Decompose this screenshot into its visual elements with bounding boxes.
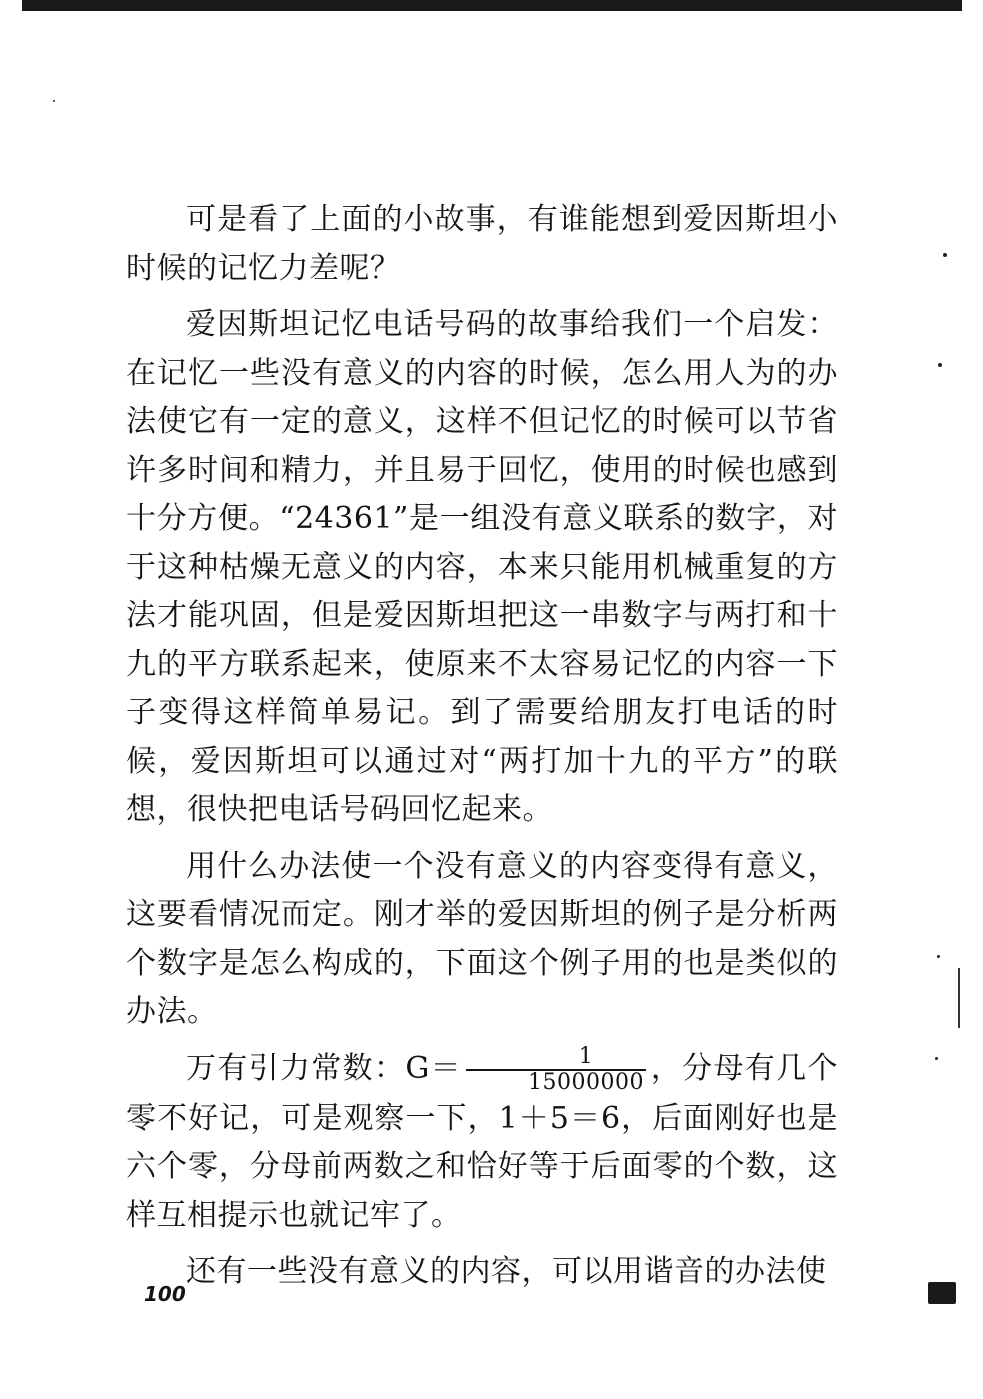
fraction-numerator: 1 xyxy=(466,1045,646,1071)
top-border-rule xyxy=(22,0,962,11)
scan-speck xyxy=(938,363,942,367)
formula-lead-text: 万有引力常数：G＝ xyxy=(186,1050,462,1086)
scan-speck xyxy=(935,1057,938,1060)
page-body xyxy=(126,196,838,1305)
scan-speck xyxy=(943,253,947,257)
paragraph-formula xyxy=(126,1045,838,1241)
corner-stamp-mark xyxy=(928,1282,956,1304)
paragraph-1: 可是看了上面的小故事，有谁能想到爱因斯坦小时候的记忆力差呢？ xyxy=(126,202,838,286)
formula-trail-text: ，分母有几个零不好记，可是观察一下，1＋5＝6，后面刚好也是六个零，分母前两数之和恰好等于后面零的个数，这样互相提示也就记牢了。 xyxy=(126,1050,839,1233)
scan-margin-mark xyxy=(958,968,960,1028)
fraction-denominator: 15000000 xyxy=(528,1069,644,1095)
page-number: 100 xyxy=(144,1282,186,1306)
paragraph-2: 爱因斯坦记忆电话号码的故事给我们一个启发：在记忆一些没有意义的内容的时候，怎么用人为的办法使它有一定的意义，这样不但记忆的时候可以节省许多时间和精力，并且易于回忆，使用的时候也感到十分方便。“24361”是一组没有意义联系的数字，对于这种枯燥无意义的内容，本来只能用机械重复的方法才能巩固，但是爱因斯坦把这一串数字与两打和十九的平方联系起来，使原来不太容易记忆的内容一下子变得这样简单易记。到了需要给朋友打电话的时候，爱因斯坦可以通过对“两打加十九的平方”的联想，很快把电话号码回忆起来。 xyxy=(126,307,838,827)
scan-speck xyxy=(53,100,55,102)
gravity-constant-fraction xyxy=(466,1045,646,1095)
paragraph-3: 用什么办法使一个没有意义的内容变得有意义，这要看情况而定。刚才举的爱因斯坦的例子是分析两个数字是怎么构成的，下面这个例子用的也是类似的办法。 xyxy=(126,848,838,1029)
paragraph-last: 还有一些没有意义的内容，可以用谐音的办法使 xyxy=(186,1254,827,1289)
scan-speck xyxy=(937,955,940,958)
